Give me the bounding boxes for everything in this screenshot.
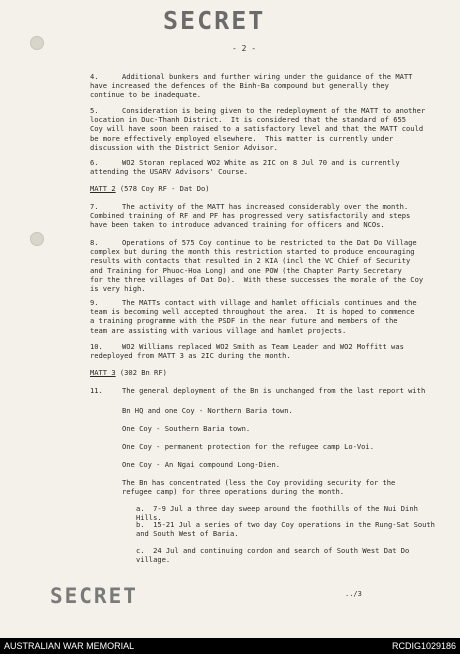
paragraph-8: 8. Operations of 575 Coy continue to be restricted to the Dat Do Village complex but during the month this restriction started to produce encouraging results with contacts that resulted in 2 KIA (incl the VC Chief of Security and Training for Phuoc-Hoa Long) and one POW (the Chapter Party Secretary for the three villages of Dat Do). With these successes the morale of the Coy is very high. (90, 238, 424, 294)
paragraph-4: 4. Additional bunkers and further wiring under the guidance of the MATT have increased the defences of the Binh-Ba compound but generally they continue to be inadequate. (90, 72, 413, 100)
operation-item: c. 24 Jul and continuing cordon and search of South West Dat Do village. (136, 546, 410, 565)
concentrated-paragraph: The Bn has concentrated (less the Coy providing security for the refugee camp) for three operations during the month. (122, 478, 396, 497)
paragraph-7: 7. The activity of the MATT has increased considerably over the month. Combined training of RF and PF has progressed very satisfactorily and steps have been taken to introduce advanced training for officers and NCOs. (90, 202, 411, 230)
paragraph-10: 10. WO2 Williams replaced WO2 Smith as Team Leader and WO2 Moffitt was redeployed from MATT 3 as 2IC during the month. (90, 342, 404, 361)
heading-matt-2: MATT 2 (578 Coy RF - Dat Do) (90, 184, 210, 193)
continuation-mark: ../3 (345, 590, 362, 598)
footer-record-id: RCDIG1029186 (391, 641, 456, 651)
footer-institution: AUSTRALIAN WAR MEMORIAL (4, 641, 135, 651)
punch-hole (30, 36, 44, 50)
deployment-item: One Coy - An Ngai compound Long-Dien. (122, 460, 281, 469)
page-number: - 2 - (232, 44, 257, 53)
punch-hole (30, 232, 44, 246)
paragraph-11: 11. The general deployment of the Bn is unchanged from the last report with (90, 386, 426, 395)
classification-stamp-top: SECRET (163, 6, 266, 35)
operation-item: b. 15-21 Jul a series of two day Coy operations in the Rung-Sat South and South West of Baria. (136, 520, 435, 539)
deployment-item: Bn HQ and one Coy - Northern Baria town. (122, 406, 293, 415)
classification-stamp-bottom: SECRET (50, 584, 138, 608)
archive-footer (0, 638, 460, 654)
heading-matt-3: MATT 3 (302 Bn RF) (90, 368, 167, 377)
operation-item: a. 7-9 Jul a three day sweep around the foothills of the Nui Dinh Hills. (136, 504, 423, 523)
paragraph-5: 5. Consideration is being given to the redeployment of the MATT to another location in Duc-Thanh District. It is considered that the standard of 655 Coy will have soon been raised to a satisfactory level and that the MATT could be more effectively employed elsewhere. This matter is currently under discussion with the District Senior Advisor. (90, 106, 426, 152)
deployment-item: One Coy - permanent protection for the refugee camp Lo-Voi. (122, 442, 374, 451)
deployment-item: One Coy - Southern Baria town. (122, 424, 251, 433)
paragraph-9: 9. The MATTs contact with village and hamlet officials continues and the team is becoming well accepted throughout the area. It is hoped to commence a training programme with the PSDF in the near future and members of the team are assisting with various village and hamlet projects. (90, 298, 417, 335)
paragraph-6: 6. WO2 Storan replaced WO2 White as 2IC on 8 Jul 70 and is currently attending the USARV Advisors' Course. (90, 158, 400, 177)
